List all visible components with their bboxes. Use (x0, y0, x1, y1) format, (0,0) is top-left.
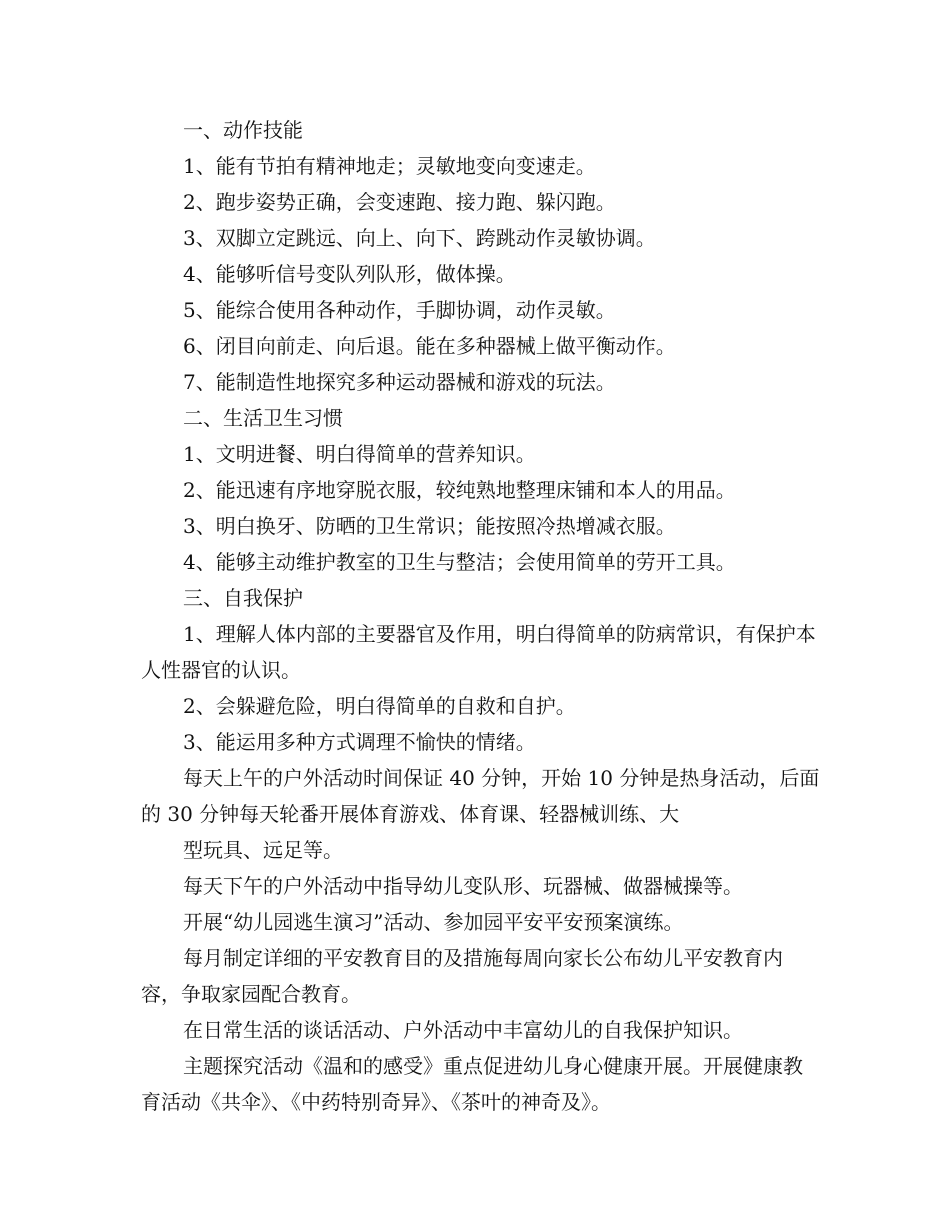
paragraph: 4、能够听信号变队列队形，做体操。 (183, 262, 516, 286)
paragraph: 6、闭目向前走、向后退。能在多种器械上做平衡动作。 (183, 334, 676, 358)
paragraph: 每天上午的户外活动时间保证 40 分钟，开始 10 分钟是热身活动，后面的 30 分钟每天轮番开展体育游戏、体育课、轻器械训练、大 (141, 766, 820, 826)
paragraph: 开展“幼儿园逃生演习”活动、参加园平安平安预案演练。 (183, 910, 684, 934)
paragraph: 5、能综合使用各种动作，手脚协调，动作灵敏。 (183, 298, 616, 322)
paragraph: 在日常生活的谈话活动、户外活动中丰富幼儿的自我保护知识。 (183, 1018, 743, 1042)
paragraph: 每天下午的户外活动中指导幼儿变队形、玩器械、做器械操等。 (183, 874, 743, 898)
paragraph: 主题探究活动《温和的感受》重点促进幼儿身心健康开展。开展健康教育活动《共伞》、《中药特别奇异》、《茶叶的神奇及》。 (141, 1054, 803, 1114)
paragraph: 4、能够主动维护教室的卫生与整洁；会使用简单的劳开工具。 (183, 550, 736, 574)
paragraph: 2、能迅速有序地穿脱衣服，较纯熟地整理床铺和本人的用品。 (183, 478, 736, 502)
paragraph: 1、能有节拍有精神地走；灵敏地变向变速走。 (183, 154, 596, 178)
paragraph: 3、能运用多种方式调理不愉快的情绪。 (183, 730, 536, 754)
section-heading-motor-skills: 一、动作技能 (183, 118, 303, 142)
paragraph: 3、明白换牙、防晒的卫生常识；能按照冷热增减衣服。 (183, 514, 676, 538)
paragraph: 3、双脚立定跳远、向上、向下、跨跳动作灵敏协调。 (183, 226, 656, 250)
paragraph: 7、能制造性地探究多种运动器械和游戏的玩法。 (183, 370, 616, 394)
paragraph: 型玩具、远足等。 (183, 838, 343, 862)
document-body (141, 112, 821, 1120)
section-heading-hygiene-habits: 二、生活卫生习惯 (183, 406, 343, 430)
section-heading-self-protection: 三、自我保护 (183, 586, 303, 610)
paragraph: 每月制定详细的平安教育目的及措施每周向家长公布幼儿平安教育内容，争取家园配合教育。 (141, 946, 783, 1006)
paragraph: 2、会躲避危险，明白得简单的自救和自护。 (183, 694, 576, 718)
paragraph: 1、理解人体内部的主要器官及作用，明白得简单的防病常识，有保护本人性器官的认识。 (141, 622, 816, 682)
paragraph: 2、跑步姿势正确，会变速跑、接力跑、躲闪跑。 (183, 190, 616, 214)
paragraph: 1、文明进餐、明白得简单的营养知识。 (183, 442, 536, 466)
